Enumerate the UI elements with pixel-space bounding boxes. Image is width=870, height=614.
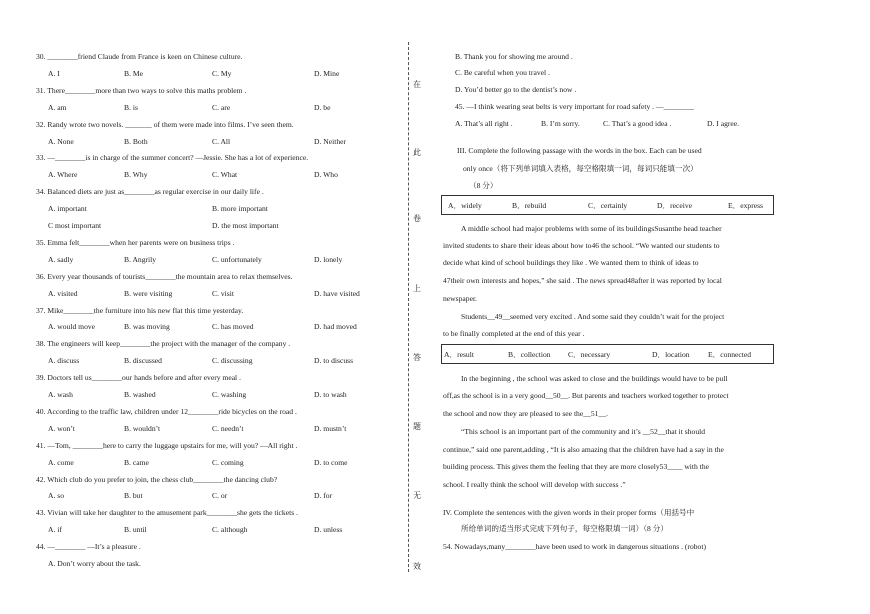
option: D. be (314, 102, 331, 112)
option: B. I’m sorry. (541, 119, 580, 128)
option: B. is (124, 102, 138, 112)
word-option: E．express (728, 201, 764, 210)
option: A. so (48, 491, 65, 501)
passage-line: “This school is an important part of the community and it’s __52__that it should (461, 427, 706, 436)
question-stem: 35. Emma felt________when her parents were on business trips . (36, 237, 235, 247)
question-stem: 39. Doctors tell us________our hands before and after every meal . (36, 373, 241, 383)
option: D. Neither (314, 136, 347, 146)
option: D. You’d better go to the dentist’s now . (455, 85, 577, 94)
option: A. am (48, 102, 67, 112)
question-stem: 33. —________is in charge of the summer concert? —Jessie. She has a lot of experience. (36, 153, 309, 163)
section-heading: 所给单词的适当形式完成下列句子，每空格限填一词）（8 分） (461, 524, 668, 533)
option: B. were visiting (124, 288, 173, 298)
option: C. All (212, 136, 231, 146)
passage-line: school. I really think the school will develop with success .” (443, 480, 626, 489)
option: D. have visited (314, 288, 360, 298)
option: A. would move (48, 322, 96, 332)
binding-line (408, 42, 409, 572)
margin-char: 无 (413, 491, 421, 500)
margin-char: 上 (413, 284, 421, 293)
passage-line: Students__49__seemed very excited . And some said they couldn’t wait for the project (461, 312, 725, 321)
passage-line: continue,” said one parent,adding , “It is also amazing that the children have had a say in the (443, 445, 724, 454)
question-stem: 43. Vivian will take her daughter to the amusement park________she gets the tickets . (36, 508, 298, 518)
word-option: B．rebuild (512, 201, 547, 210)
passage-line: In the beginning , the school was asked to close and the buildings would have to be pull (461, 374, 728, 383)
option: B. Both (124, 136, 148, 146)
option: C. discussing (212, 356, 253, 366)
option: B. more important (212, 204, 268, 214)
passage-line: invited students to share their ideas about how to46 the school. “We wanted our students to (443, 241, 720, 250)
option: D. the most important (212, 221, 279, 230)
option: C. unfortunately (212, 254, 262, 264)
option: C. are (212, 102, 231, 112)
option: B. discussed (124, 356, 162, 366)
option: A. wash (48, 390, 73, 399)
question-stem: 32. Randy wrote two novels. _______ of them were made into films. I’ve seen them. (36, 119, 294, 129)
question-stem: 42. Which club do you prefer to join, the chess club________the dancing club? (36, 474, 278, 484)
question-stem: 38. The engineers will keep________the project with the manager of the company . (36, 339, 291, 349)
margin-char: 答 (413, 353, 421, 362)
option: A. I (48, 68, 60, 78)
option: B. came (124, 457, 149, 467)
option: A. won’t (48, 423, 75, 433)
passage-line: the school and now they are pleased to see the__51__. (443, 409, 608, 418)
section-heading: （8 分） (469, 181, 498, 190)
margin-char: 卷 (413, 214, 421, 223)
option: B. Why (124, 170, 148, 180)
question-stem: 37. Mike________the furniture into his new flat this time yesterday. (36, 305, 244, 315)
question-stem: 30. ________friend Claude from France is keen on Chinese culture. (36, 52, 243, 61)
option: D. for (314, 491, 333, 501)
word-option: A．result (444, 350, 474, 359)
section-heading: III. Complete the following passage with the words in the box. Each can be used (457, 146, 702, 155)
option: A. sadly (48, 254, 74, 264)
option: A. if (48, 525, 62, 535)
question-stem: 36. Every year thousands of tourists________the mountain area to relax themselves. (36, 271, 293, 281)
question-stem: 45. —I think wearing seat belts is very important for road safety . —________ (455, 102, 694, 111)
option: C. washing (212, 390, 247, 399)
question-stem: 41. —Tom, ________here to carry the luggage upstairs for me, will you? —All right . (36, 440, 298, 450)
margin-char: 此 (413, 148, 421, 157)
option: B. until (124, 525, 147, 535)
option: B. Angrily (124, 254, 157, 264)
question-stem: 34. Balanced diets are just as________as regular exercise in our daily life . (36, 187, 264, 197)
option: A. Where (48, 170, 78, 180)
option: B. Thank you for showing me around . (455, 52, 573, 61)
passage-line: 47their own interests and hopes,” she said . The news spread48after it was reported by local (443, 276, 722, 285)
option: A. Don’t worry about the task. (48, 559, 141, 568)
option: D. lonely (314, 254, 343, 264)
option: C. Be careful when you travel . (455, 68, 550, 77)
margin-char: 题 (413, 422, 421, 431)
word-option: B．collection (508, 350, 551, 359)
passage-line: newspaper. (443, 294, 477, 303)
margin-char: 在 (413, 80, 421, 89)
section-heading: only once（将下列单词填入表格，每空格限填一词，每词只能填一次） (463, 164, 698, 173)
section-heading: IV. Complete the sentences with the given words in their proper forms（用括号中 (443, 508, 695, 517)
option: A. None (48, 136, 74, 146)
option: A. discuss (48, 356, 80, 366)
option: B. but (124, 491, 143, 501)
word-option: C．certainly (588, 201, 628, 210)
option: C. That’s a good idea . (603, 119, 672, 128)
option: C. coming (212, 457, 244, 467)
word-option: D．location (652, 350, 690, 359)
option: C. My (212, 68, 232, 78)
option: A. come (48, 457, 74, 467)
option: D. I agree. (707, 119, 740, 128)
option: D. unless (314, 525, 343, 535)
word-box (441, 195, 774, 215)
option: C. needn’t (212, 423, 244, 433)
option: C most important (48, 221, 102, 230)
option: B. Me (124, 68, 143, 78)
option: C. What (212, 170, 238, 180)
option: D. to come (314, 457, 348, 467)
option: A. important (48, 204, 87, 214)
word-option: A．widely (448, 201, 482, 210)
word-option: C．necessary (568, 350, 611, 359)
question-stem: 54. Nowadays,many________have been used to work in dangerous situations . (robot) (443, 542, 706, 551)
passage-line: off,as the school is in a very good__50__. But parents and teachers worked together to protect (443, 391, 729, 400)
option: C. visit (212, 288, 234, 298)
option: C. although (212, 525, 248, 535)
question-stem: 40. According to the traffic law, children under 12________ride bicycles on the road . (36, 406, 297, 416)
option: A. visited (48, 288, 78, 298)
option: D. Who (314, 170, 338, 180)
option: D. had moved (314, 322, 357, 332)
option: D. to wash (314, 390, 347, 399)
passage-line: to be finally completed at the end of this year . (443, 329, 585, 338)
option: C. or (212, 491, 228, 501)
option: D. mustn’t (314, 423, 347, 433)
option: B. washed (124, 390, 156, 399)
question-stem: 31. There________more than two ways to solve this maths problem . (36, 85, 247, 95)
passage-line: decide what kind of school buildings they like . We wanted them to think of ideas to (443, 258, 699, 267)
question-stem: 44. —________ —It’s a pleasure . (36, 542, 141, 552)
margin-char: 效 (413, 562, 421, 571)
word-box (441, 344, 774, 364)
option: A. That’s all right . (455, 119, 513, 128)
option: B. wouldn’t (124, 423, 161, 433)
option: D. Mine (314, 68, 340, 78)
option: C. has moved (212, 322, 254, 332)
word-option: E．connected (708, 350, 752, 359)
passage-line: building process. This gives them the feeling that they are more closely53____ with the (443, 462, 710, 471)
passage-line: A middle school had major problems with some of its buildingsSusanthe head teacher (461, 224, 722, 233)
option: B. was moving (124, 322, 170, 332)
word-option: D．receive (657, 201, 692, 210)
option: D. to discuss (314, 356, 354, 366)
